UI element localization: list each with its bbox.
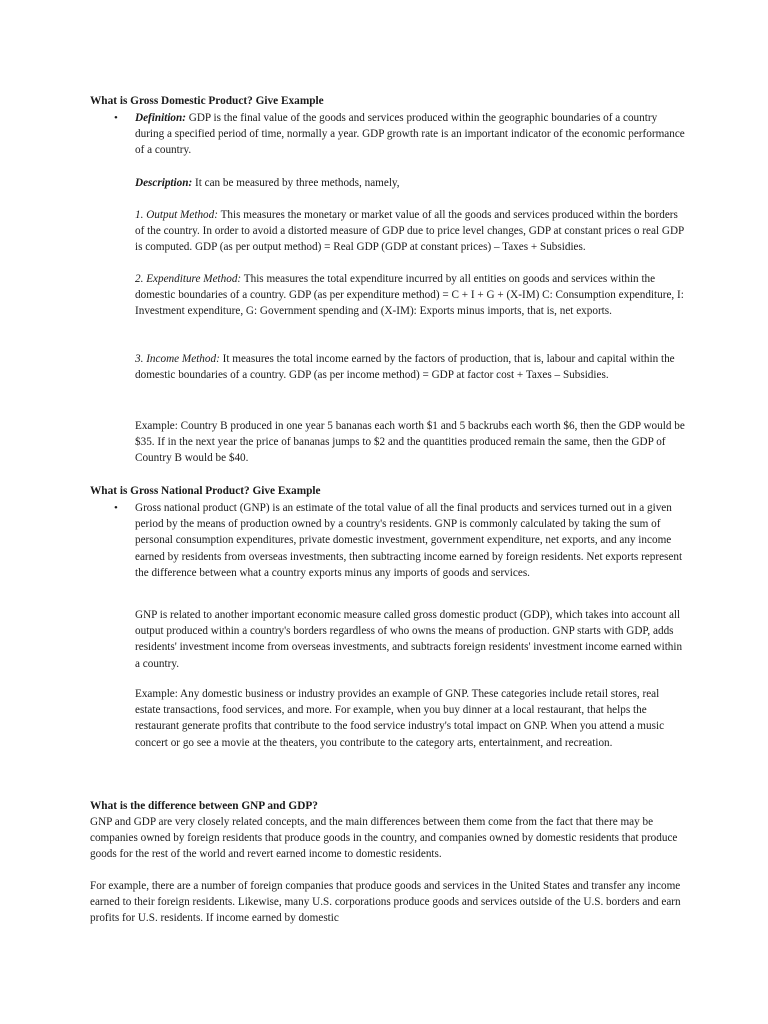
gnp-paragraph-1: Gross national product (GNP) is an estimate of the total value of all the final products and services turned out in a given period by the means of production owned by a country's residents. GNP is commonly calculated by taking the sum of personal consumption expenditures, private domestic investment, government expenditure, net exports, and any income earned by residents from overseas investments, then subtracting income earned by foreign residents. Net exports represent the difference between what a country exports minus any imports of goods and services.	[135, 502, 683, 579]
gdp-heading: What is Gross Domestic Product? Give Example	[90, 95, 324, 107]
definition-label: Definition:	[135, 112, 186, 124]
definition-text: GDP is the final value of the goods and services produced within the geographic boundaries of a country during a specified period of time, normally a year. GDP growth rate is an important indicator of the economic performance of a country.	[135, 112, 685, 157]
output-method-label: 1. Output Method:	[135, 209, 218, 221]
difference-paragraph-1: GNP and GDP are very closely related concepts, and the main differences between them come from the fact that there may be companies owned by foreign residents that produce goods in the country, and companies owned by domestic residents that produce goods for the rest of the world and revert earned income to domestic residents.	[90, 816, 678, 861]
gdp-description	[135, 175, 687, 191]
gdp-definition	[135, 110, 687, 159]
income-method-text: It measures the total income earned by the factors of production, that is, labour and capital within the domestic boundaries of a country. GDP (as per income method) = GDP at factor cost + Taxes – Subsidies.	[135, 353, 675, 382]
difference-heading: What is the difference between GNP and GDP?	[90, 800, 318, 812]
expenditure-method-label: 2. Expenditure Method:	[135, 273, 242, 285]
income-method-label: 3. Income Method:	[135, 353, 220, 365]
description-label: Description:	[135, 177, 193, 189]
gdp-example: Example: Country B produced in one year 5 bananas each worth $1 and 5 backrubs each worth $6, then the GDP would be $35. If in the next year the price of bananas jumps to $2 and the quantities produced remain the same, then the GDP of Country B would be $40.	[135, 420, 685, 465]
bullet-icon: •	[114, 112, 118, 124]
output-method	[135, 207, 687, 256]
description-text: It can be measured by three methods, namely,	[194, 177, 400, 189]
income-method	[135, 351, 687, 383]
expenditure-method-text: This measures the total expenditure incurred by all entities on goods and services within the domestic boundaries of a country. GDP (as per expenditure method) = C + I + G + (X-IM) C: Consumption expenditure, I: Investment expenditure, G: Government spending and (X-IM): Exports minus imports, that is, net exports.	[135, 273, 684, 318]
bullet-icon: •	[114, 502, 118, 514]
difference-paragraph-2: For example, there are a number of foreign companies that produce goods and services in the United States and transfer any income earned to their foreign residents. Likewise, many U.S. corporations produce goods and services outside of the U.S. borders and earn profits for U.S. residents. If income earned by domestic	[90, 880, 681, 925]
gnp-heading: What is Gross National Product? Give Example	[90, 485, 321, 497]
expenditure-method	[135, 271, 687, 320]
gnp-example: Example: Any domestic business or industry provides an example of GNP. These categories include retail stores, real estate transactions, food services, and more. For example, when you buy dinner at a local restaurant, that helps the restaurant generate profits that contribute to the food service industry's total impact on GNP. When you attend a music concert or go see a movie at the theaters, you contribute to the category arts, entertainment, and recreation.	[135, 688, 665, 749]
gnp-paragraph-2: GNP is related to another important economic measure called gross domestic product (GDP), which takes into account all output produced within a country's borders regardless of who owns the means of production. GNP starts with GDP, adds residents' investment income from overseas investments, and subtracts foreign residents' investment income earned within a country.	[135, 609, 683, 670]
output-method-text: This measures the monetary or market value of all the goods and services produced within the borders of the country. In order to avoid a distorted measure of GDP due to price level changes, GDP at constant prices o real GDP is computed. GDP (as per output method) = Real GDP (GDP at constant prices) – Taxes + Subsidies.	[135, 209, 684, 254]
